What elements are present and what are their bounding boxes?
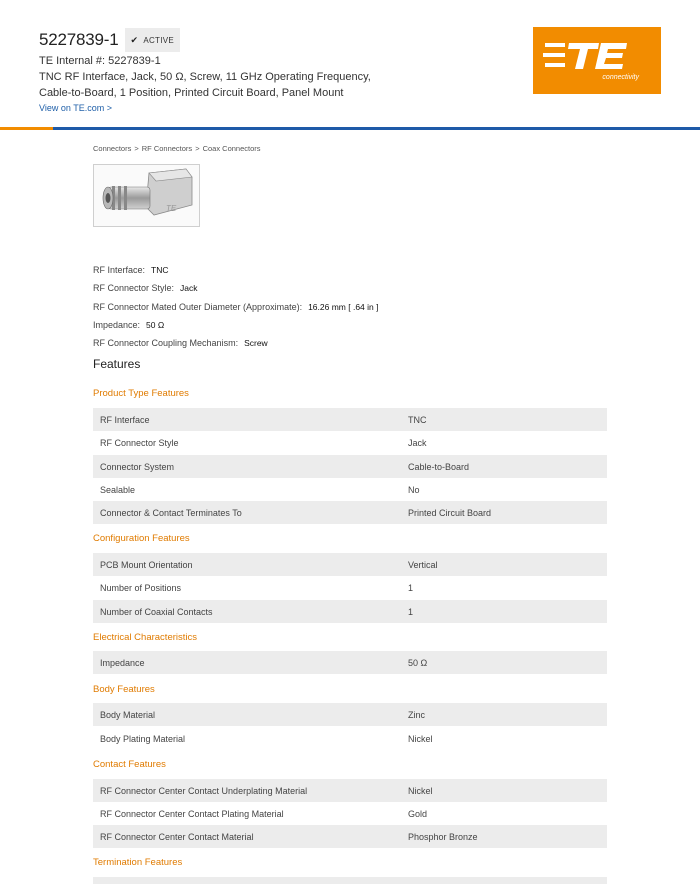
part-number: 5227839-1	[39, 30, 119, 49]
row-value: 1	[408, 582, 414, 593]
key-spec-value: Jack	[180, 283, 198, 294]
row-label: Number of Coaxial Contacts	[100, 606, 213, 617]
page-header	[0, 0, 700, 130]
status-label: ACTIVE	[143, 35, 175, 45]
row-label: Connector System	[100, 461, 175, 472]
row-value: 50 Ω	[408, 657, 428, 668]
key-spec-label: RF Interface:	[93, 265, 146, 276]
row-value: 1	[408, 606, 414, 617]
table-row	[93, 553, 607, 576]
section-title-configuration: Configuration Features	[93, 533, 190, 544]
key-spec-value: 16.26 mm [ .64 in ]	[308, 301, 379, 312]
key-spec-value: Screw	[244, 338, 268, 349]
breadcrumb-item-rf-connectors[interactable]: RF Connectors	[141, 144, 193, 153]
key-spec	[93, 279, 378, 297]
row-label: RF Interface	[100, 414, 150, 425]
key-spec-value: TNC	[151, 265, 169, 276]
row-label: Impedance	[100, 657, 145, 668]
status-badge	[125, 28, 181, 52]
key-spec	[93, 261, 378, 279]
row-value: Phosphor Bronze	[408, 831, 478, 842]
key-spec-value: 50 Ω	[146, 320, 165, 331]
table-row	[93, 501, 607, 524]
key-spec-label: RF Connector Mated Outer Diameter (Approximate):	[93, 301, 303, 312]
table-row	[93, 455, 607, 478]
row-value: Zinc	[408, 709, 426, 720]
key-spec	[93, 316, 378, 334]
row-label: PCB Mount Orientation	[100, 559, 193, 570]
table-row	[93, 576, 607, 599]
table-row	[93, 779, 607, 802]
breadcrumb-item-connectors[interactable]: Connectors	[93, 144, 132, 153]
key-spec-label: RF Connector Coupling Mechanism:	[93, 338, 239, 349]
key-spec	[93, 334, 378, 352]
header-rule-orange	[0, 127, 53, 130]
row-value: Gold	[408, 808, 428, 819]
row-label: Body Material	[100, 709, 156, 720]
section-title-contact: Contact Features	[93, 759, 166, 770]
te-logo-mark-icon	[543, 39, 647, 73]
row-value: Vertical	[408, 559, 438, 570]
row-value: Nickel	[408, 785, 433, 796]
breadcrumb-separator: >	[134, 144, 139, 153]
row-value: No	[408, 484, 420, 495]
row-label: Number of Positions	[100, 582, 182, 593]
table-row	[93, 703, 607, 726]
row-label: RF Connector Center Contact Plating Material	[100, 808, 284, 819]
breadcrumb-item-coax-connectors[interactable]: Coax Connectors	[202, 144, 261, 153]
table-row	[93, 431, 607, 454]
header-rule-blue	[53, 127, 700, 130]
internal-number: TE Internal #: 5227839-1	[39, 55, 161, 67]
key-specs	[93, 261, 378, 352]
logo-subtitle: connectivity	[602, 74, 639, 81]
features-heading: Features	[93, 357, 141, 371]
product-description: TNC RF Interface, Jack, 50 Ω, Screw, 11 GHz Operating Frequency, Cable-to-Board, 1 Position, Printed Circuit Board, Panel Mount	[39, 71, 371, 99]
row-label: RF Connector Center Contact Material	[100, 831, 254, 842]
table-row	[93, 727, 607, 750]
section-title-electrical: Electrical Characteristics	[93, 632, 197, 643]
table-row	[93, 651, 607, 674]
table-row	[93, 825, 607, 848]
key-spec-label: Impedance:	[93, 320, 141, 331]
row-value: Jack	[408, 437, 427, 448]
table-row	[93, 408, 607, 431]
table-row	[93, 802, 607, 825]
row-label: Body Plating Material	[100, 733, 186, 744]
breadcrumb-separator: >	[195, 144, 200, 153]
row-label: RF Connector Center Contact Underplating Material	[100, 785, 308, 796]
product-image[interactable]	[93, 164, 200, 227]
view-on-te-link[interactable]: View on TE.com >	[39, 103, 112, 113]
section-title-product-type: Product Type Features	[93, 388, 189, 399]
key-spec	[93, 298, 378, 316]
table-row	[93, 478, 607, 501]
row-label: Sealable	[100, 484, 136, 495]
table-row	[93, 877, 607, 884]
connector-photo-icon	[94, 165, 199, 226]
row-value: TNC	[408, 414, 427, 425]
section-title-body: Body Features	[93, 684, 155, 695]
row-value: Nickel	[408, 733, 433, 744]
te-connectivity-logo	[533, 27, 661, 94]
svg-text:TE: TE	[166, 204, 177, 213]
table-row	[93, 600, 607, 623]
row-label: Connector & Contact Terminates To	[100, 507, 242, 518]
row-value: Cable-to-Board	[408, 461, 470, 472]
section-title-termination: Termination Features	[93, 857, 183, 868]
breadcrumb	[93, 144, 261, 153]
title-row	[39, 28, 180, 52]
key-spec-label: RF Connector Style:	[93, 283, 175, 294]
checkmark-icon: ✔	[130, 34, 139, 45]
row-label: RF Connector Style	[100, 437, 179, 448]
row-value: Printed Circuit Board	[408, 507, 492, 518]
